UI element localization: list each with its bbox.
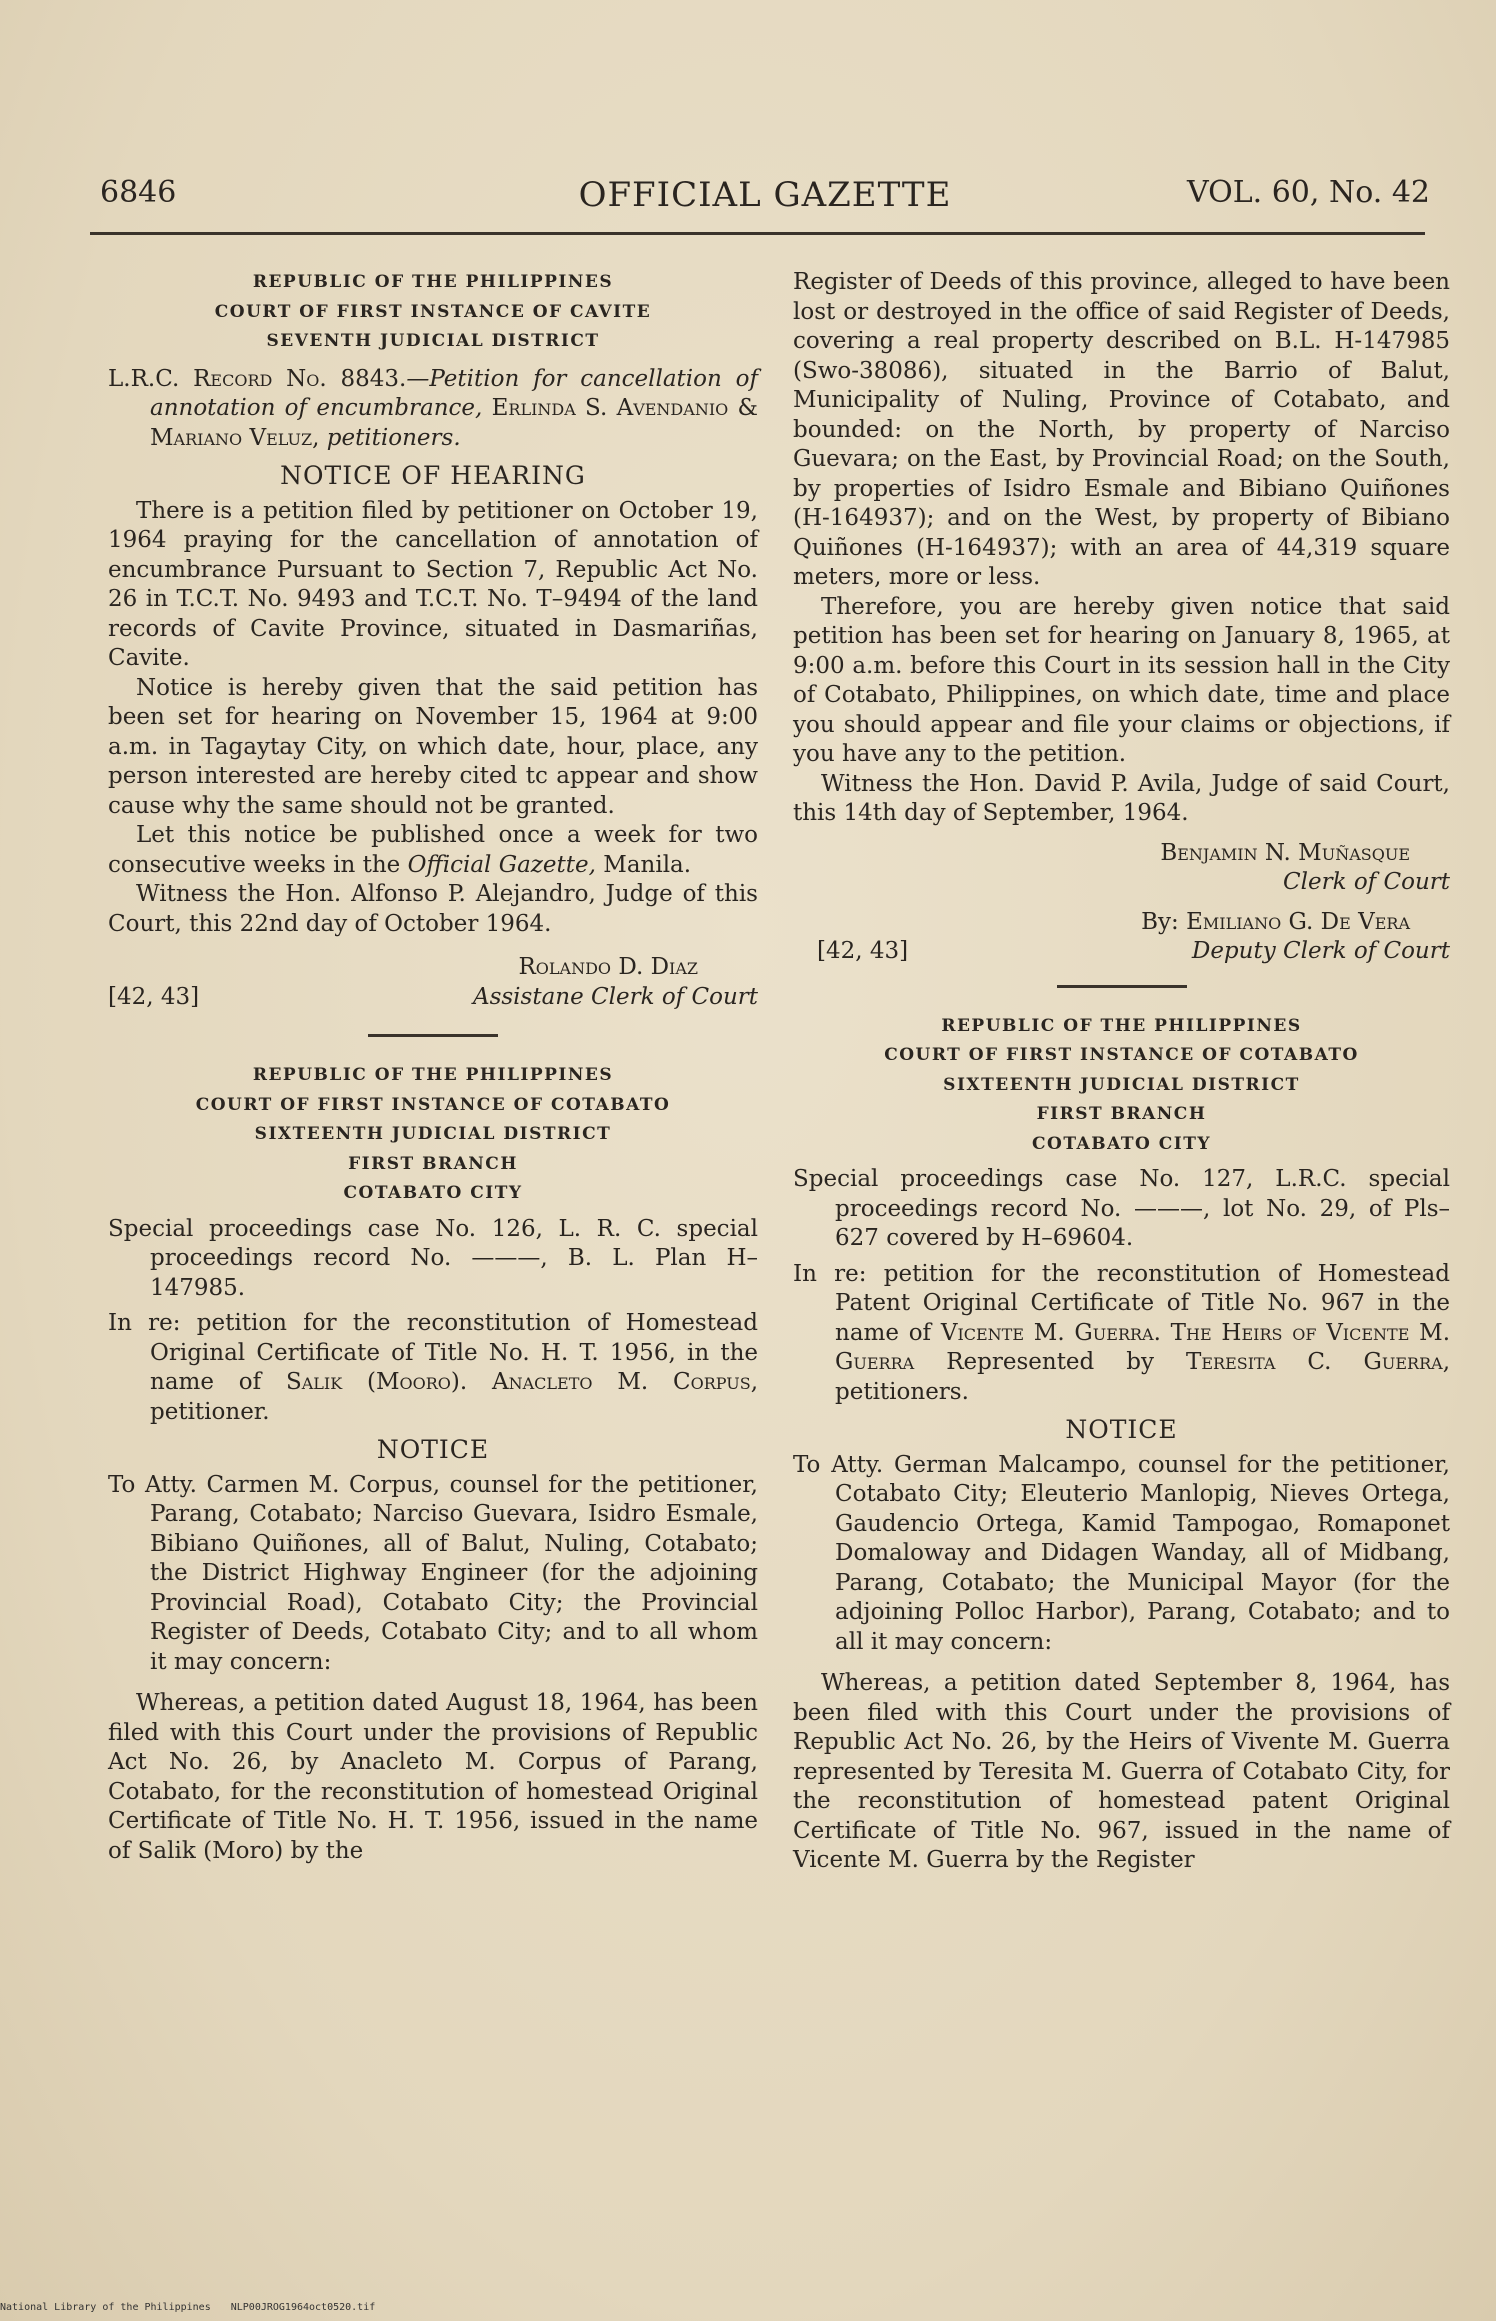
in-re-caption	[793, 1260, 1450, 1408]
page-number: 6846	[100, 175, 177, 210]
in-re-text: Represented by	[946, 1349, 1154, 1375]
publication-title: OFFICIAL GAZETTE	[578, 175, 952, 215]
paragraph	[108, 821, 758, 880]
signer-name-text: Benjamin N. Muñasque	[1160, 839, 1410, 866]
signature-row	[108, 983, 758, 1013]
court-line: SIXTEENTH JUDICIAL DISTRICT	[254, 1124, 612, 1144]
case-caption: Special proceedings case No. 126, L. R. C. special proceedings record No. ———, B. L. Plan H–147985.	[108, 1215, 758, 1301]
issue-ref: [42, 43]	[108, 983, 200, 1010]
in-re-caption	[108, 1309, 758, 1427]
court-line: COURT OF FIRST INSTANCE OF COTABATO	[195, 1094, 671, 1115]
petitioners: Erlinda S. Avendanio & Mariano Veluz,	[150, 395, 759, 451]
deputy-name-text: Emiliano G. De Vera	[1186, 908, 1410, 935]
signer-name	[108, 953, 758, 983]
record-title: —Petition for cancellation of annotation of encumbrance,	[150, 365, 758, 421]
record-label: L.R.C. Record No. 8843.	[108, 365, 407, 392]
court-line: COTABATO CITY	[1031, 1133, 1212, 1154]
title-holder: Salik (Mooro).	[285, 1369, 468, 1395]
heirs-name: The Heirs of Vicente M. Guerra	[835, 1319, 1451, 1375]
header-rule	[90, 232, 1425, 235]
court-line: REPUBLIC OF THE PHILIPPINES	[252, 1065, 614, 1085]
scan-footer	[0, 2302, 389, 2313]
in-re-text: petitioners.	[835, 1378, 969, 1405]
paragraph-text: Manila.	[603, 851, 692, 878]
paragraph: Whereas, a petition dated September 8, 1964, has been filed with this Court under the provisions of Republic Act No. 26, by the Heirs of Vivente M. Guerra represented by Teresita M. Guerra of Cotabato City, for the reconstitution of homestead patent Original Certificate of Title No. 967, issued in the name of Vicente M. Guerra by the Register	[793, 1670, 1450, 1873]
signer-title: Assistane Clerk of Court	[472, 983, 758, 1010]
right-column	[793, 268, 1450, 1876]
addressees: To Atty. Carmen M. Corpus, counsel for the petitioner, Parang, Cotabato; Narciso Guevara, Isidro Esmale, Bibiano Quiñones, all of Balut, Nuling, Cotabato; the District Highway Engineer (for the adjoining Provincial Road), Cotabato City; the Provincial Register of Deeds, Cotabato City; and to all whom it may concern:	[108, 1471, 758, 1675]
paragraph: Witness the Hon. Alfonso P. Alejandro, Judge of this Court, this 22nd day of October 1964.	[108, 881, 758, 937]
file-name: NLP00JROG1964oct0520.tif	[230, 2302, 376, 2313]
library-credit: National Library of the Philippines	[0, 2302, 211, 2313]
section-divider	[368, 1034, 498, 1037]
paragraph: Therefore, you are hereby given notice that said petition has been set for hearing on January 8, 1965, at 9:00 a.m. before this Court in its session hall in the City of Cotabato, Philippines, on which date, time and place you should appear and file your claims or objections, if you have any to the petition.	[793, 593, 1450, 767]
signature-row	[793, 937, 1450, 967]
in-re-text: In re: petition for the reconstitution of Homestead Patent Original Certificate of Title No. 967 in the name of	[793, 1260, 1450, 1346]
by-label: By:	[1141, 908, 1179, 935]
petitioner-name: Anacleto M. Corpus,	[492, 1369, 759, 1395]
paragraph: Notice is hereby given that the said petition has been set for hearing on November 15, 1964 at 9:00 a.m. in Tagaytay City, on which date, hour, place, any person interested are hereby cited tc appear and show cause why the same should not be granted.	[108, 674, 758, 819]
court-line: SEVENTH JUDICIAL DISTRICT	[266, 331, 600, 351]
deputy-title: Deputy Clerk of Court	[1191, 938, 1450, 964]
signer-name-text: Rolando D. Diaz	[518, 954, 698, 980]
issue-ref: [42, 43]	[817, 938, 909, 964]
signer-title	[793, 868, 1450, 898]
record-caption	[108, 365, 758, 454]
court-line: COTABATO CITY	[343, 1183, 523, 1203]
court-line: COURT OF FIRST INSTANCE OF COTABATO	[884, 1045, 1359, 1065]
court-line: SIXTEENTH JUDICIAL DISTRICT	[943, 1074, 1300, 1095]
case-caption: Special proceedings case No. 127, L.R.C. special proceedings record No. ———, lot No. 29, of Pls–627 covered by H–69604.	[793, 1166, 1450, 1251]
paragraph: Whereas, a petition dated August 18, 1964, has been filed with this Court under the provisions of Republic Act No. 26, by Anacleto M. Corpus of Parang, Cotabato, for the reconstitution of homestead Original Certificate of Title No. H. T. 1956, issued in the name of Salik (Moro) by the	[108, 1690, 758, 1864]
court-line: COURT OF FIRST INSTANCE OF CAVITE	[214, 301, 652, 322]
notice-heading: NOTICE OF HEARING	[280, 461, 586, 490]
in-re-text: petitioner.	[150, 1398, 270, 1425]
in-re-text: In re: petition for the reconstitution of Homestead Original Certificate of Title No. H. T. 1956, in the name of	[108, 1310, 758, 1395]
court-line: FIRST BRANCH	[1036, 1104, 1207, 1124]
volume-number: VOL. 60, No. 42	[1186, 175, 1430, 210]
page-header	[100, 175, 1430, 225]
paragraph: There is a petition filed by petitioner on October 19, 1964 praying for the cancellation of annotation of encumbrance Pursuant to Section 7, Republic Act No. 26 in T.C.T. No. 9493 and T.C.T. No. T–9494 of the land records of Cavite Province, situated in Dasmariñas, Cavite.	[108, 497, 758, 671]
addressees: To Atty. German Malcampo, counsel for the petitioner, Cotabato City; Eleuterio Manlopig, Nieves Ortega, Gaudencio Ortega, Kamid Tampogao, Romaponet Domaloway and Didagen Wanday, all of Midbang, Parang, Cotabato; the Municipal Mayor (for the adjoining Polloc Harbor), Parang, Cotabato; and to all it may concern:	[793, 1451, 1450, 1655]
section-divider	[1057, 985, 1187, 988]
court-line: REPUBLIC OF THE PHILIPPINES	[941, 1015, 1302, 1036]
paragraph: Witness the Hon. David P. Avila, Judge of said Court, this 14th day of September, 1964.	[793, 770, 1450, 826]
left-column	[108, 268, 758, 1866]
notice-heading: NOTICE	[1065, 1415, 1178, 1444]
court-line: FIRST BRANCH	[348, 1153, 518, 1174]
paragraph-text: Let this notice be published once a week for two consecutive weeks in the	[108, 822, 758, 878]
publication-ref: Official Gazette,	[407, 851, 596, 878]
paragraph: Register of Deeds of this province, alleged to have been lost or destroyed in the office of said Register of Deeds, covering a real property described on B.L. H-147985 (Swo-38086), situated in the Barrio of Balut, Municipality of Nuling, Province of Cotabato, and bounded: on the North, by property of Narciso Guevara; on the East, by Provincial Road; on the South, by properties of Isidro Esmale and Bibiano Quiñones (H-164937); and on the West, by property of Bibiano Quiñones (H-164937); with an area of 44,319 square meters, more or less.	[793, 269, 1450, 590]
signer-title-text: Clerk of Court	[1283, 869, 1450, 895]
deputy-name	[793, 908, 1450, 938]
representative-name: Teresita C. Guerra,	[1186, 1349, 1451, 1375]
title-holder: Vicente M. Guerra.	[940, 1319, 1161, 1346]
petitioners-suffix: petitioners.	[326, 424, 461, 451]
signer-name	[793, 839, 1450, 869]
notice-heading: NOTICE	[376, 1435, 490, 1464]
court-line: REPUBLIC OF THE PHILIPPINES	[252, 272, 614, 292]
